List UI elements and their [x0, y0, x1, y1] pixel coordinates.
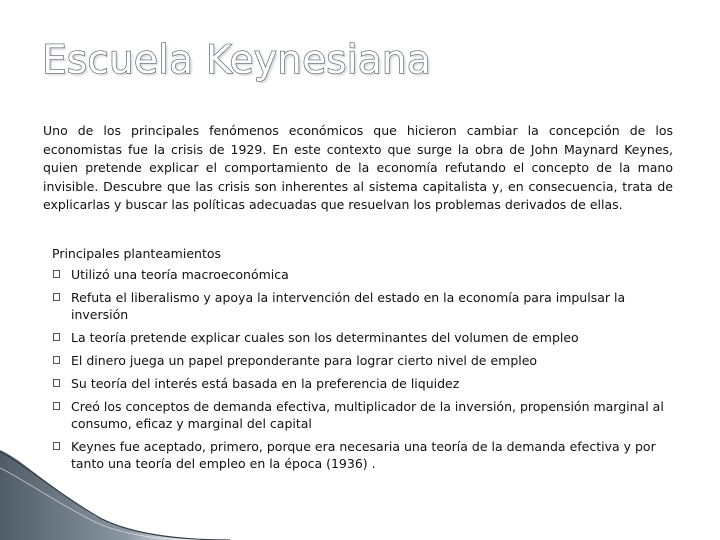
principles-section — [52, 245, 676, 478]
list-item-text: Keynes fue aceptado, primero, porque era necesaria una teoría de la demanda efectiva y por tanto una teoría del empleo en la época (1936) . — [71, 439, 656, 471]
list-item — [52, 352, 676, 369]
intro-paragraph: Uno de los principales fenómenos económicos que hicieron cambiar la concepción de los economistas fue la crisis de 1929. En este contexto que surge la obra de John Maynard Keynes, quien pretende explicar el comportamiento de la economía refutando el concepto de la mano invisible. Descubre que las crisis son inherentes al sistema capitalista y, en consecuencia, trata de explicarlas y buscar las políticas adecuadas que resuelvan los problemas derivados de ellas. — [43, 123, 673, 212]
list-item-text: Utilizó una teoría macroeconómica — [71, 267, 289, 282]
list-item — [52, 329, 676, 346]
square-bullet-icon — [53, 379, 60, 387]
list-item — [52, 266, 676, 283]
corner-swoosh-decoration — [0, 450, 230, 540]
square-bullet-icon — [53, 442, 60, 450]
list-item — [52, 398, 676, 432]
square-bullet-icon — [53, 293, 60, 301]
list-item-text: Creó los conceptos de demanda efectiva, multiplicador de la inversión, propensión marginal al consumo, eficaz y marginal del capital — [71, 399, 664, 431]
slide-title: Escuela Keynesiana — [42, 38, 431, 83]
principles-list — [52, 266, 676, 472]
square-bullet-icon — [53, 333, 60, 341]
list-item-text: Su teoría del interés está basada en la preferencia de liquidez — [71, 376, 460, 391]
list-item — [52, 375, 676, 392]
list-item-text: El dinero juega un papel preponderante para lograr cierto nivel de empleo — [71, 353, 538, 368]
list-item-text: Refuta el liberalismo y apoya la intervención del estado en la economía para impulsar la inversión — [71, 290, 626, 322]
square-bullet-icon — [53, 270, 60, 278]
list-item — [52, 289, 676, 323]
square-bullet-icon — [53, 356, 60, 364]
list-item-text: La teoría pretende explicar cuales son los determinantes del volumen de empleo — [71, 330, 579, 345]
principles-heading: Principales planteamientos — [52, 246, 222, 261]
square-bullet-icon — [53, 402, 60, 410]
